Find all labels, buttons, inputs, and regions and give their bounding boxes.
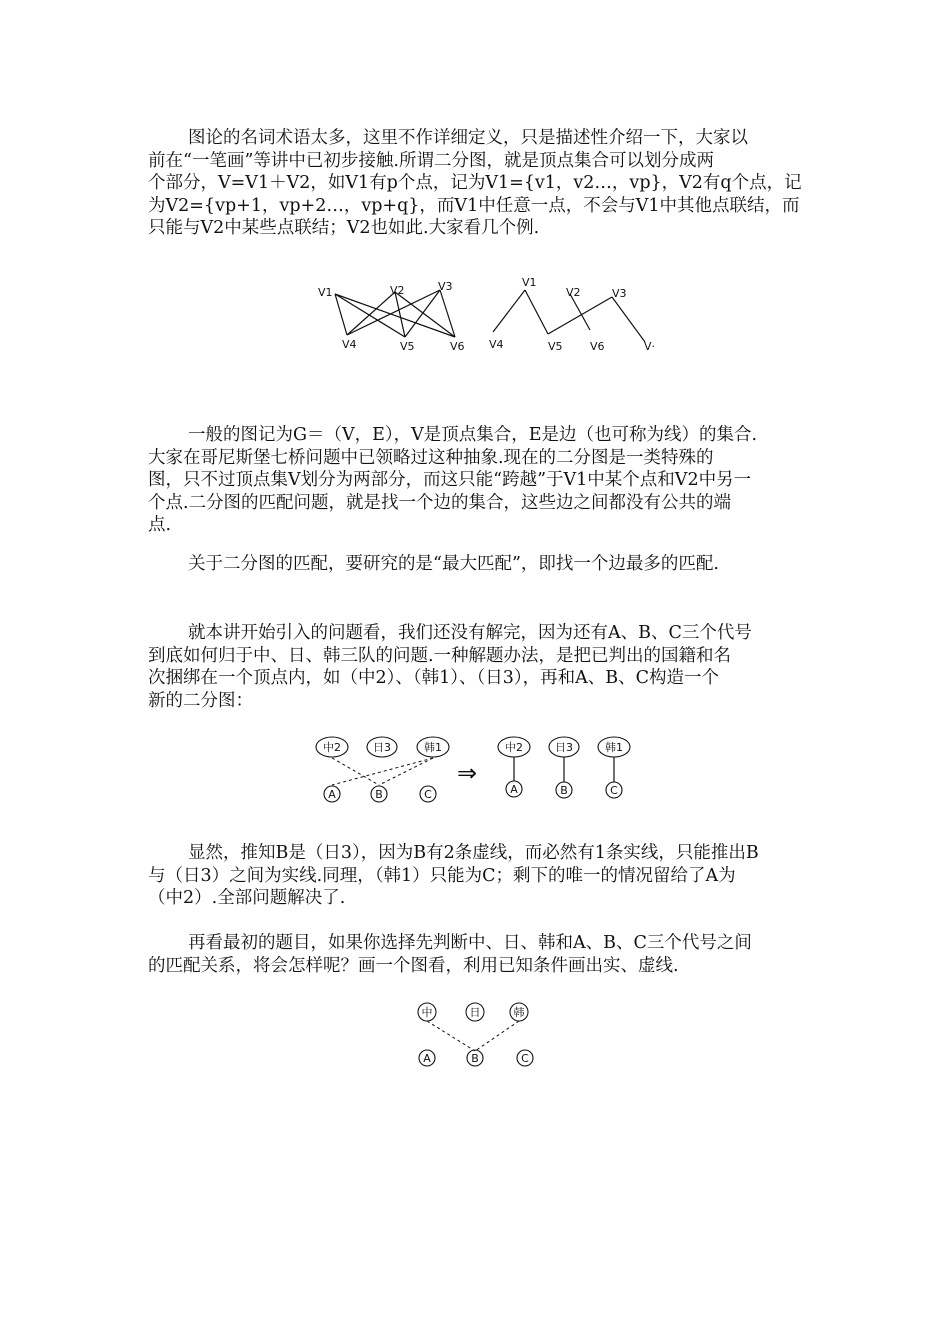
text-line: 再看最初的题目，如果你选择先判断中、日、韩和A、B、C三个代号之间	[188, 933, 752, 953]
implies-arrow-icon: ⇒	[457, 759, 478, 787]
text-line: 个部分，V=V1＋V2，如V1有p个点，记为V1={v1，v2…，vp}，V2有q个点，记	[148, 173, 802, 193]
vertex-label: V1	[318, 286, 333, 299]
node-label: C	[521, 1052, 529, 1065]
vertex-label: V6	[450, 340, 465, 353]
paragraph-problem-setup	[148, 622, 818, 712]
edge	[548, 297, 612, 334]
paragraph-conclusion	[148, 842, 818, 910]
text-line: 的匹配关系，将会怎样呢？画一个图看，利用已知条件画出实、虚线.	[148, 955, 679, 976]
node-label: A	[510, 783, 518, 796]
edge	[525, 290, 548, 334]
paragraph-graph-definition	[148, 424, 818, 537]
node-label: 日3	[373, 741, 391, 754]
vertex-label: V3	[438, 280, 453, 293]
text-line: 点.	[148, 515, 172, 535]
node-label: 韩	[513, 1006, 525, 1019]
paragraph-revisit	[148, 932, 818, 977]
text-line: 个点.二分图的匹配问题，就是找一个边的集合，这些边之间都没有公共的端	[148, 492, 732, 513]
dashed-edge	[475, 1021, 519, 1051]
dashed-edge	[427, 1021, 475, 1051]
dashed-edge	[332, 758, 379, 785]
text-line: 一般的图记为G＝（V，E），V是顶点集合，E是边（也可称为线）的集合.	[188, 425, 758, 445]
vertex-label: V5	[548, 340, 563, 353]
node-label: 韩1	[605, 741, 623, 754]
node-label: 日3	[555, 741, 573, 754]
node-label: 日	[469, 1006, 481, 1019]
text-line: 图，只不过顶点集V划分为两部分，而这只能“跨越”于V1中某个点和V2中另一	[148, 470, 752, 490]
node-label: 韩1	[424, 741, 442, 754]
vertex-label: V2	[390, 284, 405, 297]
node-label: 中	[421, 1006, 433, 1019]
text-line: 图论的名词术语太多，这里不作详细定义，只是描述性介绍一下，大家以	[188, 128, 748, 148]
vertex-label: V1	[522, 276, 537, 289]
vertex-label: V6	[590, 340, 605, 353]
text-line: 为V2={vp+1，vp+2…，vp+q}，而V1中任意一点，不会与V1中其他点联结，而	[148, 195, 800, 216]
node-label: C	[610, 784, 618, 797]
node-label: C	[424, 788, 432, 801]
paragraph-maximum-matching	[148, 553, 818, 576]
node-label: A	[423, 1052, 431, 1065]
edge	[612, 297, 645, 342]
vertex-label: V2	[566, 286, 581, 299]
figure-bipartite-examples	[310, 272, 660, 362]
vertex-label: V·	[644, 340, 656, 353]
text-line: 关于二分图的匹配，要研究的是“最大匹配”，即找一个边最多的匹配.	[188, 554, 719, 574]
node-label: A	[328, 788, 336, 801]
paragraph-bipartite-definition	[148, 127, 818, 240]
text-line: 前在“一笔画”等讲中已初步接触.所谓二分图，就是顶点集合可以划分成两	[148, 150, 714, 171]
vertex-label: V3	[612, 287, 627, 300]
text-line: 与（日3）之间为实线.同理，（韩1）只能为C；剩下的唯一的情况留给了A为	[148, 865, 736, 886]
dashed-edge	[332, 758, 433, 785]
node-label: B	[471, 1052, 479, 1065]
vertex-label: V4	[342, 338, 357, 351]
node-label: B	[560, 784, 568, 797]
edge	[440, 290, 455, 337]
text-line: （中2）.全部问题解决了.	[148, 888, 346, 908]
text-line: 就本讲开始引入的问题看，我们还没有解完，因为还有A、B、C三个代号	[188, 623, 752, 643]
text-line: 大家在哥尼斯堡七桥问题中已领略过这种抽象.现在的二分图是一类特殊的	[148, 447, 714, 468]
text-line: 次捆绑在一个顶点内，如（中2）、（韩1）、（日3），再和A、B、C构造一个	[148, 668, 720, 688]
text-line: 到底如何归于中、日、韩三队的问题.一种解题办法，是把已判出的国籍和名	[148, 645, 732, 666]
text-line: 显然，推知B是（日3），因为B有2条虚线，而必然有1条实线，只能推出B	[188, 843, 759, 863]
dashed-edge	[379, 758, 433, 785]
text-line: 只能与V2中某些点联结；V2也如此.大家看几个例.	[148, 218, 540, 238]
node-label: 中2	[323, 741, 341, 754]
node-label: B	[375, 788, 383, 801]
figure-matching-derivation	[310, 734, 640, 810]
vertex-label: V5	[400, 340, 415, 353]
node-label: 中2	[505, 741, 523, 754]
vertex-label: V4	[489, 338, 504, 351]
figure-initial-matching	[412, 1000, 542, 1072]
text-line: 新的二分图：	[148, 690, 253, 711]
edge	[493, 290, 525, 332]
